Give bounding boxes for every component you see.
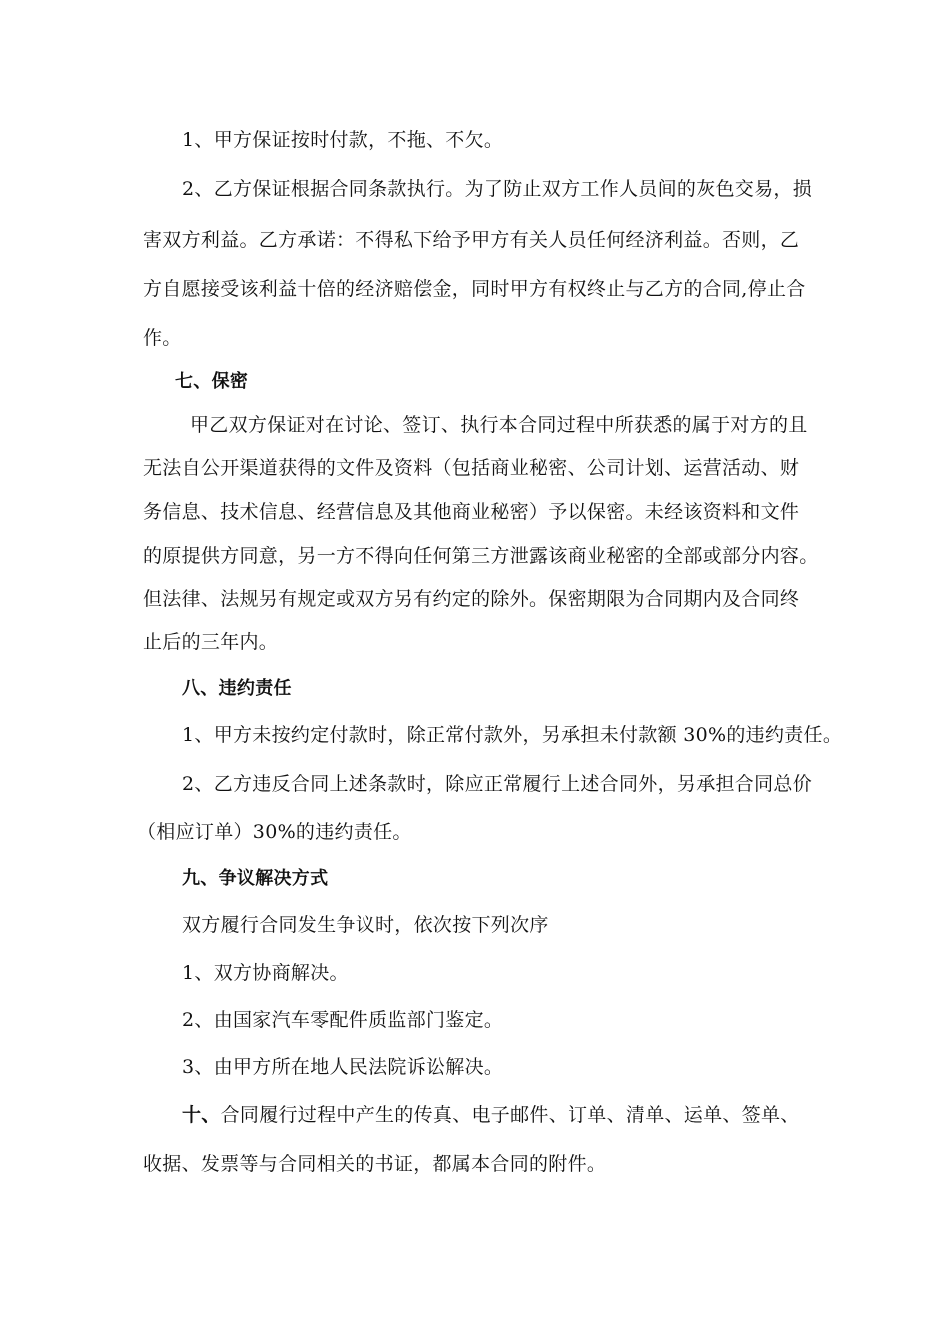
confidentiality-line-2: 无法自公开渠道获得的文件及资料（包括商业秘密、公司计划、运营活动、财 <box>143 457 800 479</box>
dispute-item-2: 2、由国家汽车零配件质监部门鉴定。 <box>182 1009 504 1031</box>
clause-10-line-2: 收据、发票等与合同相关的书证，都属本合同的附件。 <box>143 1153 607 1175</box>
confidentiality-line-6: 止后的三年内。 <box>143 631 279 653</box>
section-9-heading: 九、争议解决方式 <box>182 868 329 889</box>
clause-10-line-1 <box>182 1103 800 1127</box>
breach-clause-2-line-1: 2、乙方违反合同上述条款时，除应正常履行上述合同外，另承担合同总价 <box>182 773 812 795</box>
section-8-heading: 八、违约责任 <box>182 678 292 699</box>
breach-clause-2-line-2: （相应订单）30%的违约责任。 <box>137 821 412 843</box>
dispute-item-1: 1、双方协商解决。 <box>182 962 349 984</box>
clause-6-2-line-1: 2、乙方保证根据合同条款执行。为了防止双方工作人员间的灰色交易，损 <box>182 178 812 200</box>
clause-6-2-line-2: 害双方利益。乙方承诺：不得私下给予甲方有关人员任何经济利益。否则，乙 <box>143 229 800 251</box>
clause-10-text: 合同履行过程中产生的传真、电子邮件、订单、清单、运单、签单、 <box>220 1104 800 1126</box>
dispute-intro: 双方履行合同发生争议时，依次按下列次序 <box>182 914 549 936</box>
confidentiality-line-1: 甲乙双方保证对在讨论、签订、执行本合同过程中所获悉的属于对方的且 <box>190 414 808 436</box>
confidentiality-line-4: 的原提供方同意，另一方不得向任何第三方泄露该商业秘密的全部或部分内容。 <box>143 545 819 567</box>
confidentiality-line-3: 务信息、技术信息、经营信息及其他商业秘密）予以保密。未经该资料和文件 <box>143 501 800 523</box>
dispute-item-3: 3、由甲方所在地人民法院诉讼解决。 <box>182 1056 504 1078</box>
section-7-heading: 七、保密 <box>175 371 249 392</box>
clause-6-2-line-3: 方自愿接受该利益十倍的经济赔偿金，同时甲方有权终止与乙方的合同,停止合 <box>143 278 806 300</box>
clause-6-1: 1、甲方保证按时付款，不拖、不欠。 <box>182 129 504 151</box>
breach-clause-1: 1、甲方未按约定付款时，除正常付款外，另承担未付款额 30%的违约责任。 <box>182 724 843 746</box>
clause-6-2-line-4: 作。 <box>143 327 182 349</box>
clause-10-label: 十、 <box>182 1104 221 1126</box>
confidentiality-line-5: 但法律、法规另有规定或双方另有约定的除外。保密期限为合同期内及合同终 <box>143 588 800 610</box>
